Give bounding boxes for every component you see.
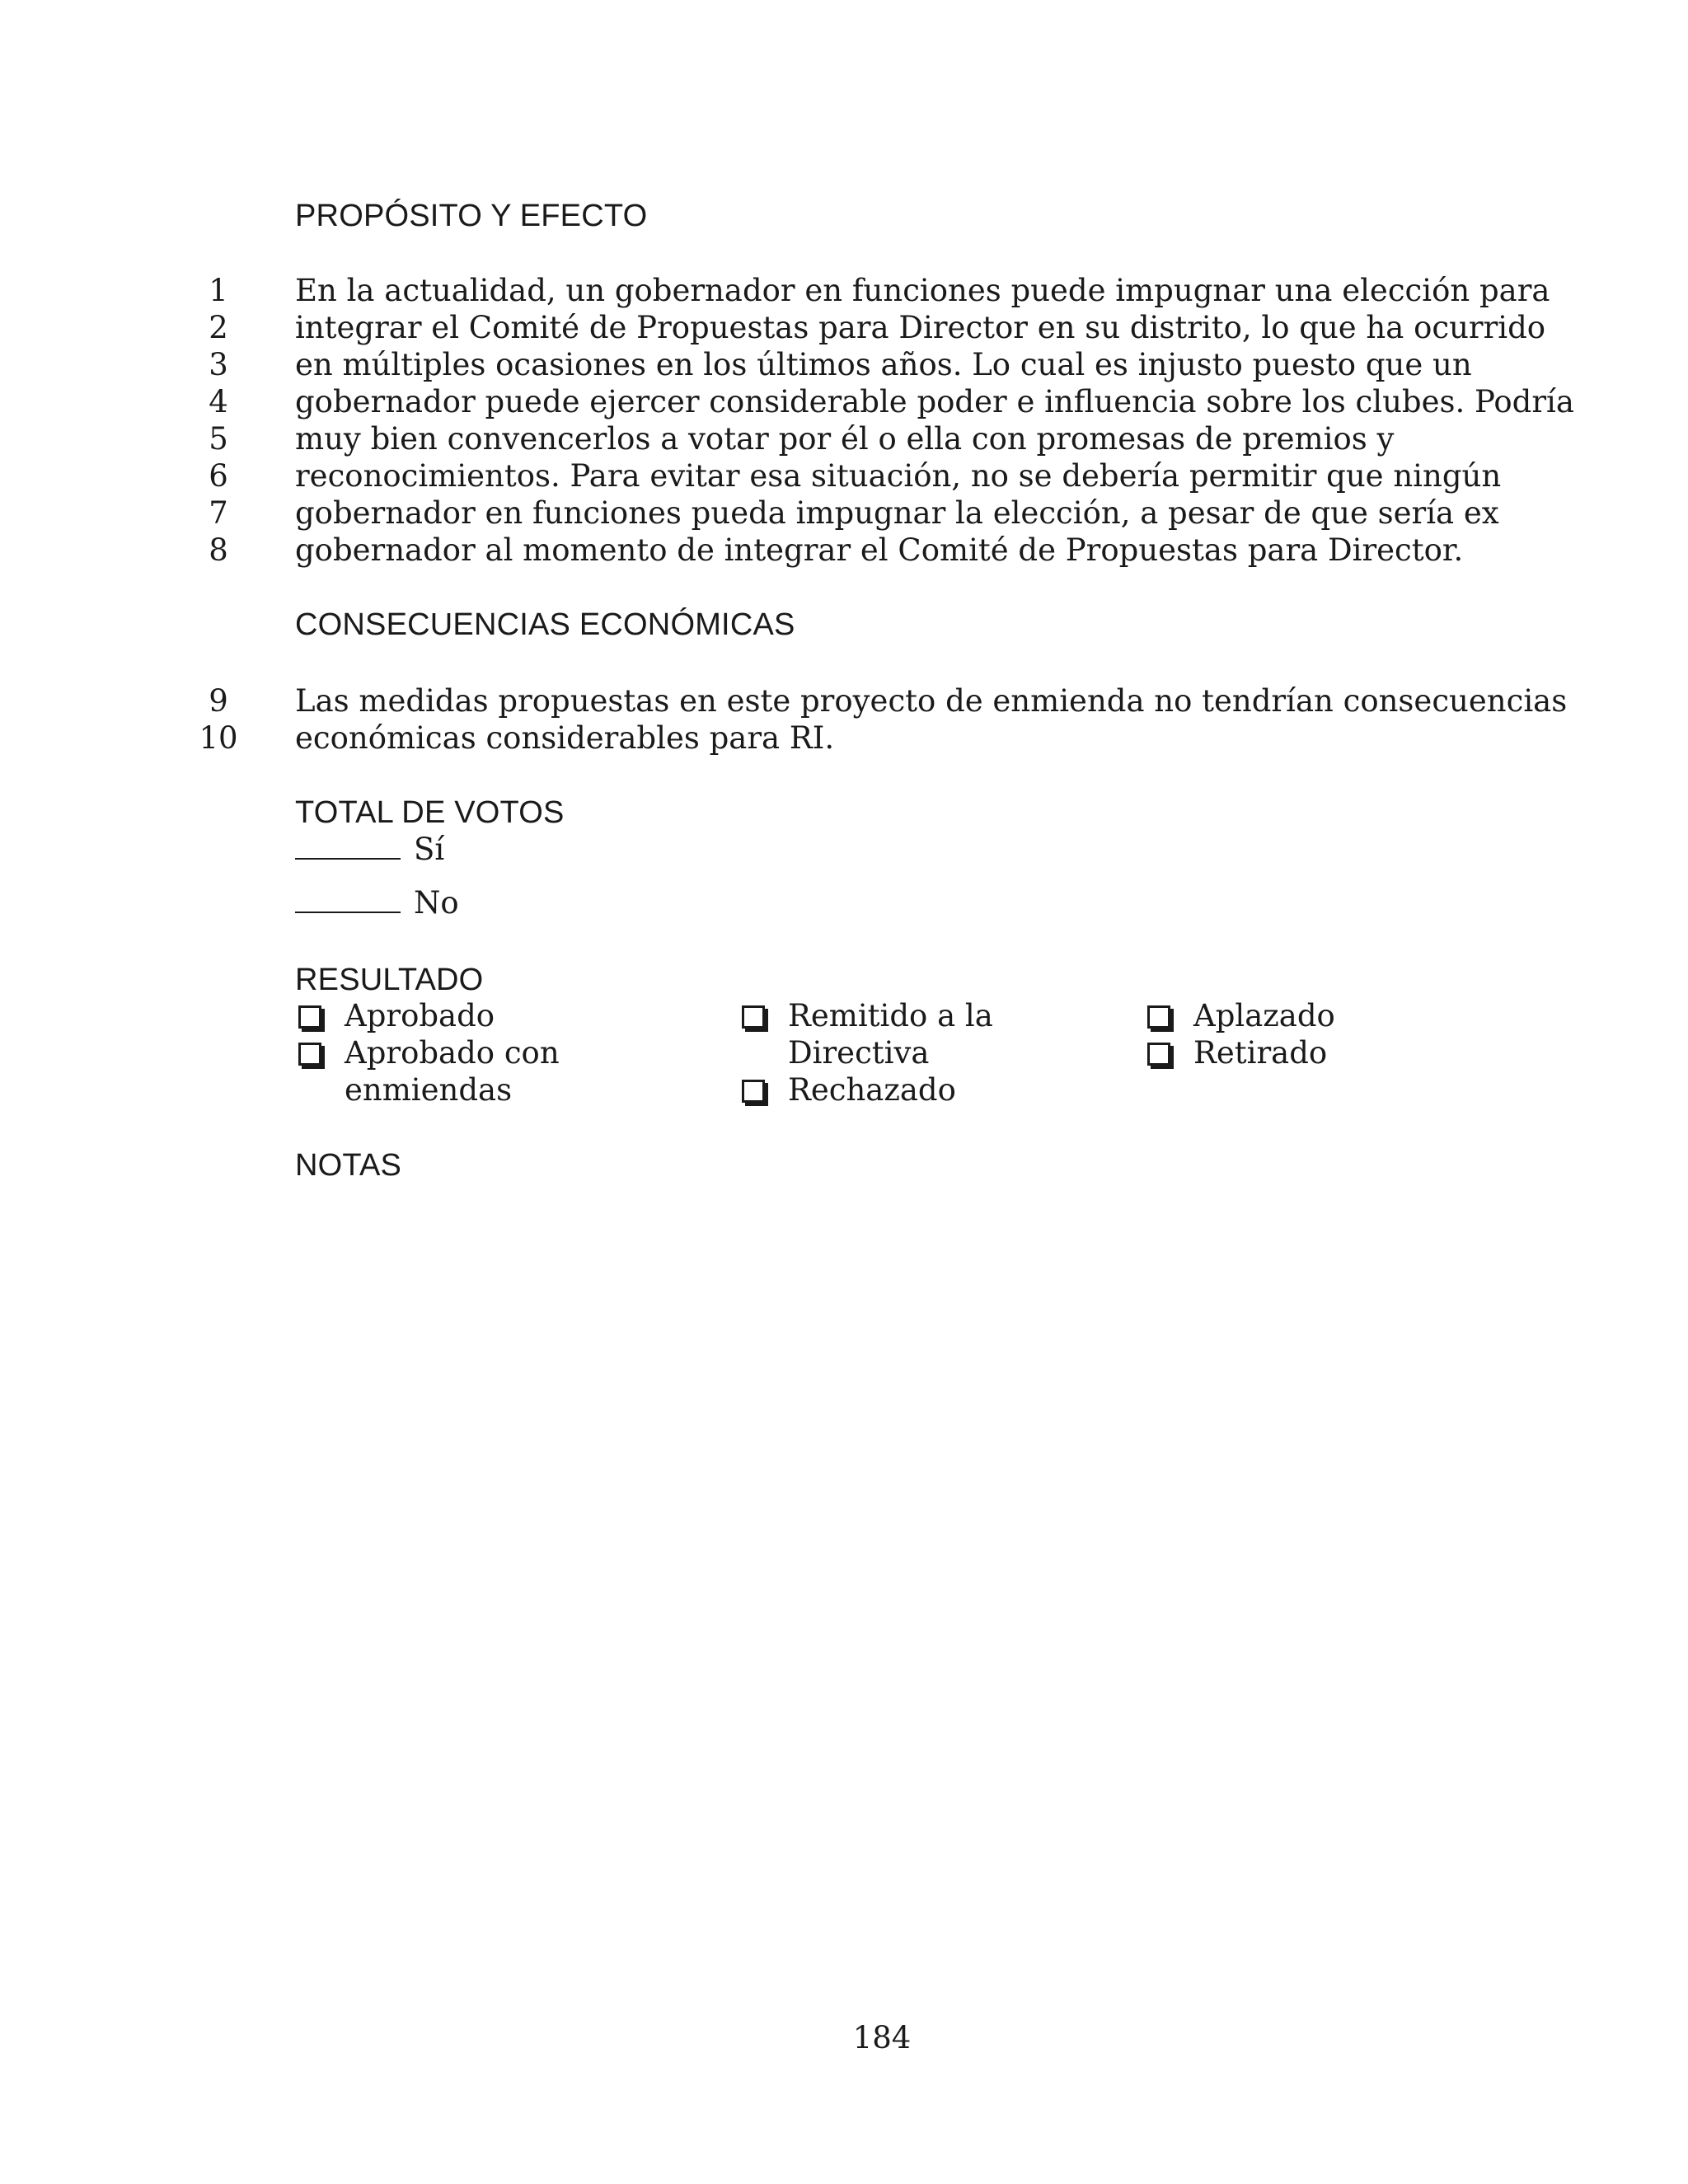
purpose-heading: PROPÓSITO Y EFECTO: [295, 199, 648, 233]
purpose-text-line: gobernador en funciones pueda impugnar la elección, a pesar de que sería ex: [295, 495, 1499, 531]
line-number: 10: [199, 720, 238, 756]
economic-heading: CONSECUENCIAS ECONÓMICAS: [295, 607, 795, 642]
line-number: 5: [209, 421, 228, 457]
line-number: 4: [209, 384, 228, 419]
economic-text-line: económicas considerables para RI.: [295, 720, 835, 756]
option-referred-label: Remitido a la: [788, 998, 993, 1033]
checkbox-rejected[interactable]: [742, 1080, 765, 1103]
checkbox-postponed[interactable]: [1147, 1005, 1170, 1029]
option-withdrawn-label: Retirado: [1193, 1035, 1328, 1071]
purpose-text-line: En la actualidad, un gobernador en funciones puede impugnar una elección para: [295, 273, 1550, 308]
line-number: 7: [209, 495, 228, 531]
purpose-text-line: gobernador al momento de integrar el Comité de Propuestas para Director.: [295, 532, 1464, 568]
line-number: 1: [209, 273, 228, 308]
purpose-text-line: integrar el Comité de Propuestas para Director en su distrito, lo que ha ocurrido: [295, 310, 1546, 345]
purpose-text-line: gobernador puede ejercer considerable poder e influencia sobre los clubes. Podría: [295, 384, 1574, 419]
vote-no-row: [295, 884, 459, 921]
checkbox-withdrawn[interactable]: [1147, 1043, 1170, 1066]
line-number: 6: [209, 458, 228, 494]
notes-heading: NOTAS: [295, 1148, 402, 1183]
checkbox-approved[interactable]: [298, 1005, 321, 1029]
purpose-text-line: reconocimientos. Para evitar esa situación, no se debería permitir que ningún: [295, 458, 1502, 494]
vote-no-label: No: [414, 885, 459, 921]
line-number: 8: [209, 532, 228, 568]
votes-heading: TOTAL DE VOTOS: [295, 795, 565, 830]
vote-yes-blank[interactable]: [295, 833, 401, 860]
line-number: 9: [209, 683, 228, 719]
result-heading: RESULTADO: [295, 963, 484, 997]
option-postponed-label: Aplazado: [1193, 998, 1335, 1033]
page-number: 184: [852, 2020, 912, 2055]
economic-text-line: Las medidas propuestas en este proyecto de enmienda no tendrían consecuencias: [295, 683, 1568, 719]
checkbox-referred[interactable]: [742, 1005, 765, 1029]
vote-no-blank[interactable]: [295, 887, 401, 913]
vote-yes-row: [295, 831, 444, 868]
option-referred-label: Directiva: [788, 1035, 930, 1071]
option-rejected-label: Rechazado: [788, 1072, 956, 1108]
line-number: 3: [209, 347, 228, 382]
purpose-text-line: en múltiples ocasiones en los últimos años. Lo cual es injusto puesto que un: [295, 347, 1472, 382]
option-approved-amendments-label: Aprobado con: [345, 1035, 560, 1071]
option-approved-amendments-label: enmiendas: [345, 1072, 513, 1108]
line-number: 2: [209, 310, 228, 345]
vote-yes-label: Sí: [414, 832, 445, 867]
option-approved-label: Aprobado: [345, 998, 495, 1033]
purpose-text-line: muy bien convencerlos a votar por él o ella con promesas de premios y: [295, 421, 1395, 457]
checkbox-approved-amendments[interactable]: [298, 1043, 321, 1066]
